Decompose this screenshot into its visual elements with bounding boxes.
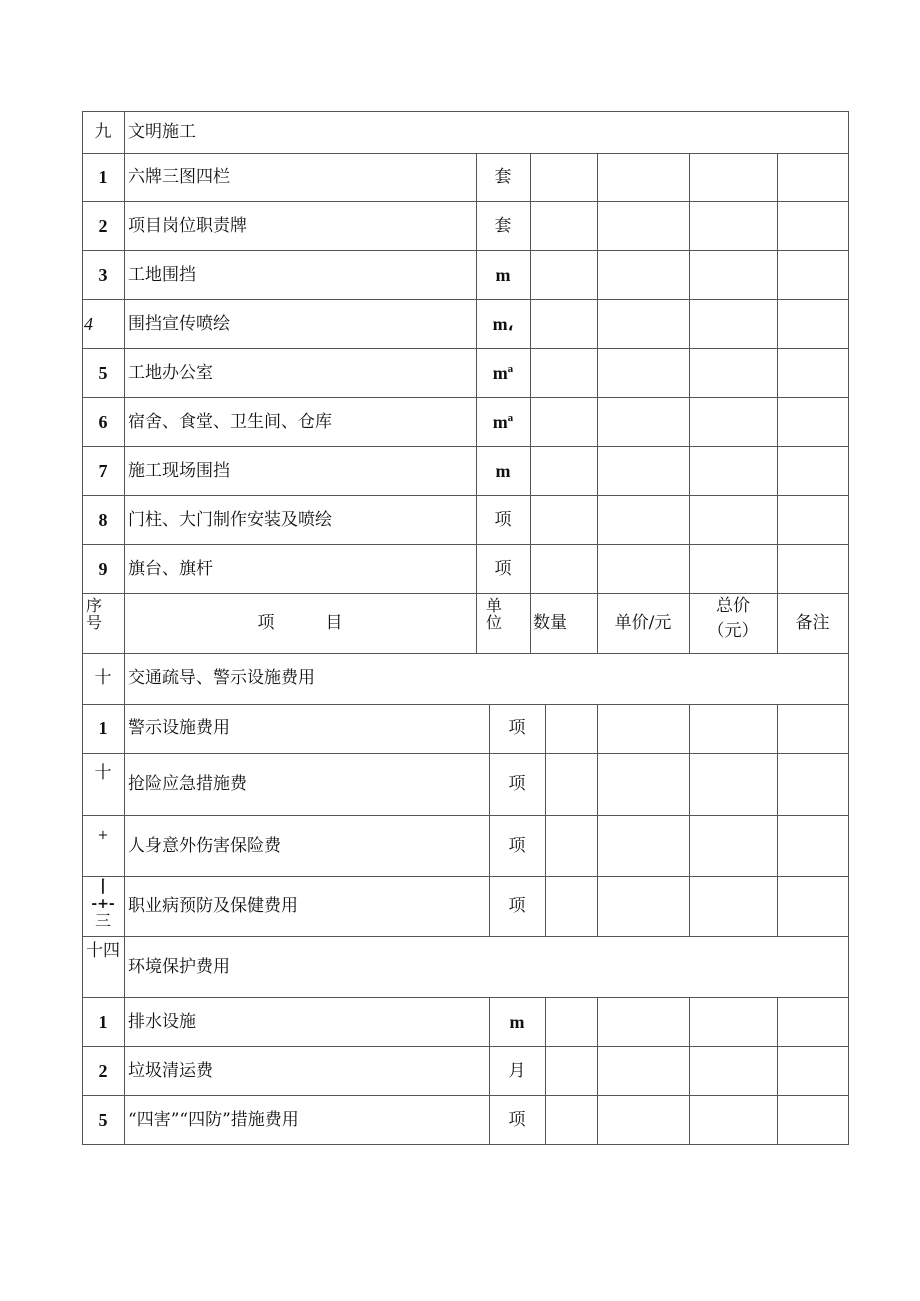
section-code: -+- [91,896,115,912]
row-number: 1 [98,1012,108,1032]
row-unit: 项 [508,1110,526,1130]
row-item: 职业病预防及保健费用 [128,896,298,916]
row-item: “四害”“四防”措施费用 [128,1110,299,1130]
row-number: 5 [98,1110,108,1130]
row-number: 4 [84,314,93,334]
row-item: 六牌三图四栏 [128,167,230,187]
row-number: 8 [98,510,108,530]
section-title: 环境保护费用 [128,957,230,977]
row-unit: 项 [494,510,512,530]
row-number: 7 [98,461,108,481]
row-number: 6 [98,412,108,432]
section-code: 十四 [86,941,120,961]
section-code: 九 [94,122,112,142]
row-item: 警示设施费用 [128,718,230,738]
row-number: 1 [98,718,108,738]
header-seq: 序 [86,596,103,615]
row-unit: 项 [508,896,526,916]
row-item: 工地围挡 [128,265,196,285]
header-total: 总价 [716,596,750,616]
row-item: 抢险应急措施费 [128,774,247,794]
header-remark: 备注 [795,613,830,633]
row-item: 旗台、旗杆 [128,559,213,579]
section-code: 十 [94,668,112,688]
row-number: 9 [98,559,108,579]
row-item: 宿舍、食堂、卫生间、仓库 [128,412,332,432]
row-unit: 月 [508,1061,526,1081]
row-unit: 项 [494,559,512,579]
section-code: 三 [94,911,111,930]
row-item: 门柱、大门制作安装及喷绘 [128,510,332,530]
row-item: 排水设施 [128,1012,196,1032]
row-unit: mª [492,363,514,383]
header-seq: 号 [86,613,103,632]
header-unit: 位 [486,613,503,632]
row-unit: m [495,461,511,481]
header-unit: 单 [486,596,503,615]
section-code: + [97,828,109,843]
row-item: 垃圾清运费 [128,1061,213,1081]
header-price: 单价/元 [614,613,672,633]
row-number: 5 [98,363,108,383]
row-item: 项目岗位职责牌 [128,216,247,236]
header-qty: 数量 [533,613,567,633]
section-title: 文明施工 [128,122,196,142]
row-item: 人身意外伤害保险费 [128,836,281,856]
row-unit: m [495,265,511,285]
row-unit: 套 [494,167,512,187]
row-unit: mª [492,412,514,432]
row-number: 2 [98,1061,108,1081]
row-unit: 项 [508,774,526,794]
section-code: 十 [94,763,112,783]
row-number: 2 [98,216,108,236]
row-unit: 项 [508,718,526,738]
row-number: 1 [98,167,108,187]
row-unit: m [509,1012,525,1032]
row-item: 工地办公室 [128,363,213,383]
header-item: 项 目 [257,613,343,633]
section-title: 交通疏导、警示设施费用 [128,668,315,688]
header-total: （元） [707,621,759,641]
row-unit: 项 [508,836,526,856]
row-unit: 套 [494,216,512,236]
section-code: 丨 [94,877,111,896]
row-item: 围挡宣传喷绘 [128,314,230,334]
row-unit: m، [492,314,514,334]
row-number: 3 [98,265,108,285]
row-item: 施工现场围挡 [128,461,230,481]
